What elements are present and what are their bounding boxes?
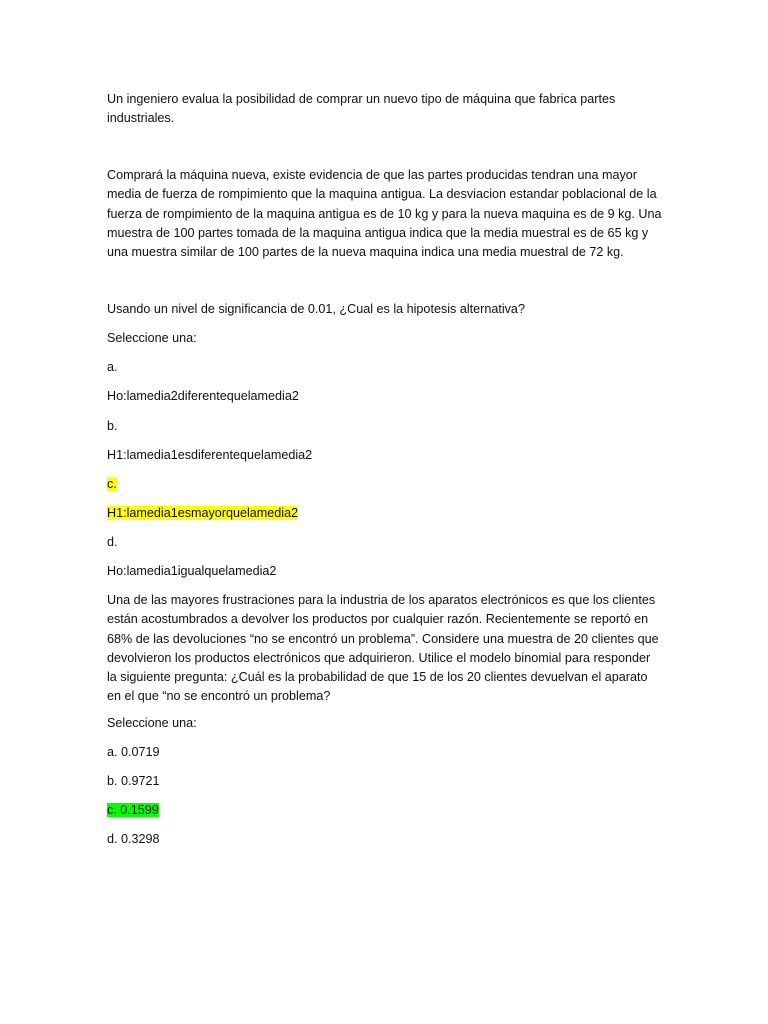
q2-option-c-highlight: c. 0.1599 [107,803,159,817]
q1-body-line: Comprará la máquina nueva, existe evidencia de que las partes producidas tendran una mayor [107,168,637,182]
q1-body-line: media de fuerza de rompimiento que la maquina antigua. La desviacion estandar poblacional de la [107,187,657,202]
q2-body-line: en el que “no se encontró un problema? [107,689,331,704]
q1-option-a-text: Ho:lamedia2diferentequelamedia2 [107,389,299,403]
q1-option-d-text: Ho:lamedia1igualquelamedia2 [107,564,277,578]
q2-body-line: devolvieron los productos electrónicos que adquirieron. Utilice el modelo binomial para responder [107,650,651,665]
q1-option-c-text [107,504,298,523]
q2-option-b: b. 0.9721 [107,774,160,788]
q1-question: Usando un nivel de significancia de 0.01, ¿Cual es la hipotesis alternativa? [107,302,525,316]
q1-option-b-letter: b. [107,419,118,433]
q2-body-line: la siguiente pregunta: ¿Cuál es la probabilidad de que 15 de los 20 clientes devuelvan el aparato [107,670,648,685]
q1-intro-line: industriales. [107,111,175,126]
q1-body-line: fuerza de rompimiento de la maquina antigua es de 10 kg y para la nueva maquina es de 9 kg. Una [107,206,662,221]
q2-body [107,591,667,707]
q1-intro [107,90,667,129]
q1-body-line: muestra de 100 partes tomada de la maquina antigua indica que la media muestral es de 65 kg y [107,225,649,240]
q1-option-d-letter: d. [107,535,118,549]
q1-intro-line: Un ingeniero evalua la posibilidad de comprar un nuevo tipo de máquina que fabrica partes [107,92,616,106]
q1-select-prompt: Seleccione una: [107,331,197,345]
q2-option-a: a. 0.0719 [107,745,160,759]
q2-body-line: están acostumbrados a devolver los productos por cualquier razón. Recientemente se reportó en [107,612,649,627]
q1-option-c-letter [107,475,117,494]
q1-option-a-letter: a. [107,360,118,374]
q2-body-line: 68% de las devoluciones “no se encontró un problema”. Considere una muestra de 20 clientes que [107,631,659,646]
q2-option-d: d. 0.3298 [107,832,160,846]
q2-body-line: Una de las mayores frustraciones para la industria de los aparatos electrónicos es que los clientes [107,593,656,607]
q1-body-line: una muestra similar de 100 partes de la nueva maquina indica una media muestral de 72 kg. [107,245,624,260]
q1-option-c-letter-highlight: c. [107,477,117,491]
q2-option-c [107,801,159,820]
q2-select-prompt: Seleccione una: [107,716,197,730]
q1-body [107,166,667,262]
q1-option-b-text: H1:lamedia1esdiferentequelamedia2 [107,448,313,462]
q1-option-c-text-highlight: H1:lamedia1esmayorquelamedia2 [107,506,299,520]
